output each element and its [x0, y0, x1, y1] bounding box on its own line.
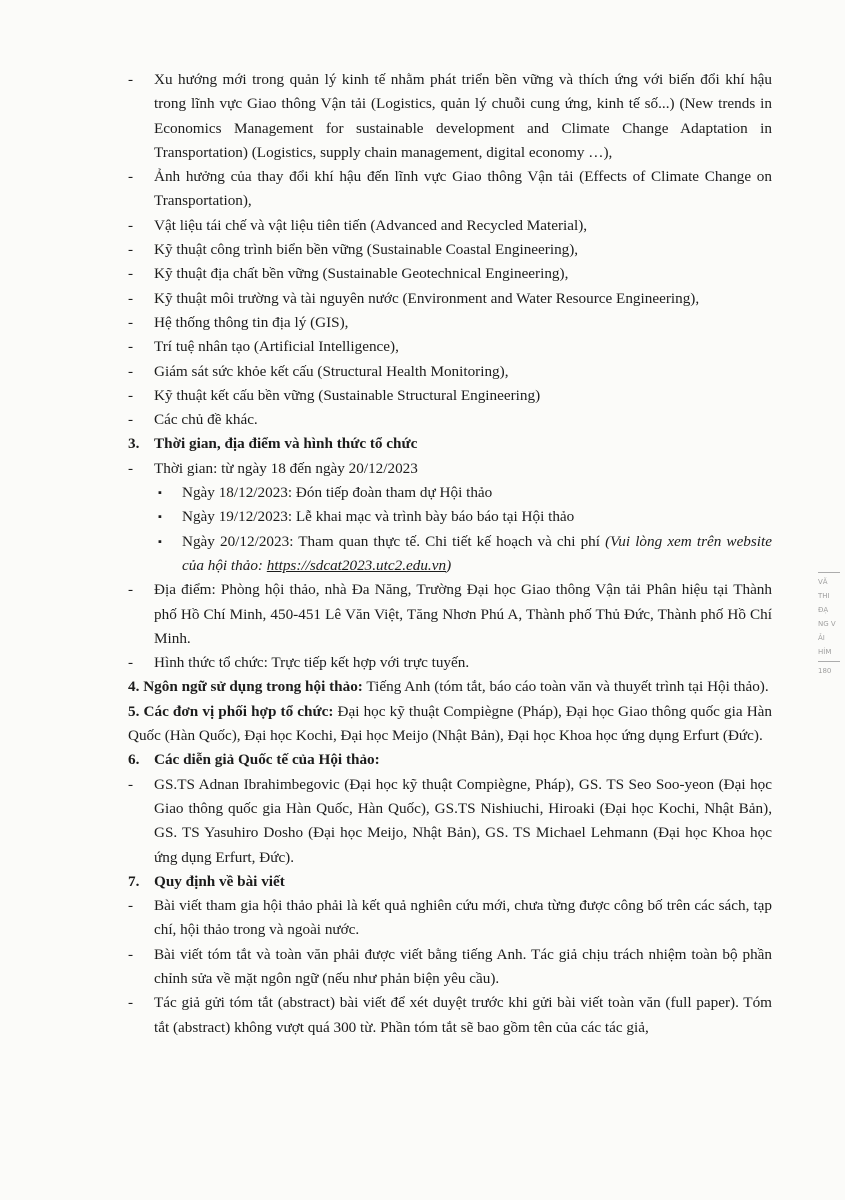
paper-rule: - Bài viết tham gia hội thảo phải là kết quả nghiên cứu mới, chưa từng được công bố trên các sách, tạp chí, hội thảo trong và ngoài nước. — [128, 894, 772, 943]
topic-item: - Giám sát sức khỏe kết cấu (Structural Health Monitoring), — [128, 360, 772, 384]
margin-stamp — [818, 570, 842, 706]
stamp-text: ẢI — [818, 634, 825, 642]
section-title: Các đơn vị phối hợp tổ chức: — [143, 702, 334, 720]
section-text: Tiếng Anh (tóm tắt, báo cáo toàn văn và thuyết trình tại Hội thảo). — [366, 678, 769, 696]
topic-economics: - Xu hướng mới trong quản lý kinh tế nhằm phát triển bền vững và thích ứng với biến đổi khí hậu trong lĩnh vực Giao thông Vận tải (Logistics, quản lý chuỗi cung ứng, kinh tế số...) (New trends in Economics Management for sustainable development and Climate Change Adaptation in Transportation) (Logistics, supply chain management, digital economy …), — [128, 68, 772, 165]
section-number: 4. — [128, 678, 140, 696]
topic-item: - Kỹ thuật địa chất bền vững (Sustainable Geotechnical Engineering), — [128, 262, 772, 286]
section-number: 7. — [128, 872, 140, 890]
section-text: Đại học kỹ thuật Compiègne (Pháp), Đại học Giao thông quốc gia Hàn Quốc (Hàn Quốc), Đại học Kochi, Đại học Meijo (Nhật Bản), Đại học Khoa học ứng dụng Erfurt (Đức). — [128, 702, 773, 745]
website-note-close: ) — [446, 556, 452, 574]
section-4 — [128, 675, 772, 699]
section-6-heading — [128, 748, 772, 772]
stamp-divider — [818, 572, 840, 573]
stamp-text: NG V — [818, 620, 836, 628]
section-number: 3. — [128, 435, 140, 453]
event-time: - Thời gian: từ ngày 18 đến ngày 20/12/2023 — [128, 457, 772, 481]
stamp-text: VĂ — [818, 578, 828, 586]
section-title: Quy định về bài viết — [154, 872, 285, 890]
section-title: Các diễn giả Quốc tế của Hội thảo: — [154, 751, 380, 769]
topic-item: - Các chủ đề khác. — [128, 408, 772, 432]
event-format: - Hình thức tổ chức: Trực tiếp kết hợp với trực tuyến. — [128, 651, 772, 675]
topic-item: - Vật liệu tái chế và vật liệu tiên tiến (Advanced and Recycled Material), — [128, 214, 772, 238]
section-number: 6. — [128, 751, 140, 769]
section-title: Thời gian, địa điểm và hình thức tổ chức — [154, 435, 418, 453]
schedule-day — [128, 530, 772, 579]
schedule-day: ▪ Ngày 19/12/2023: Lễ khai mạc và trình bày báo báo tại Hội thảo — [128, 505, 772, 529]
paper-rule: - Bài viết tóm tắt và toàn văn phải được viết bằng tiếng Anh. Tác giả chịu trách nhiệm toàn bộ phần chỉnh sửa về mặt ngôn ngữ (nếu như phản biện yêu cầu). — [128, 943, 772, 992]
stamp-text: ĐẠ — [818, 606, 829, 614]
schedule-day-text: Ngày 20/12/2023: Tham quan thực tế. Chi tiết kế hoạch và chi phí — [182, 532, 600, 550]
section-5 — [128, 700, 772, 749]
website-link[interactable]: https://sdcat2023.utc2.edu.vn — [266, 556, 447, 574]
stamp-text: THI — [818, 592, 830, 600]
schedule-list — [128, 481, 772, 578]
section-3-heading — [128, 432, 772, 456]
topic-item: - Kỹ thuật công trình biển bền vững (Sustainable Coastal Engineering), — [128, 238, 772, 262]
stamp-text: HÍM — [818, 648, 832, 656]
stamp-divider — [818, 661, 840, 662]
section-number: 5. — [128, 702, 140, 720]
speakers-list: - GS.TS Adnan Ibrahimbegovic (Đại học kỹ thuật Compiègne, Pháp), GS. TS Seo Soo-yeon (Đại học Giao thông quốc gia Hàn Quốc, Hàn Quốc), GS.TS Nishiuchi, Hiroaki (Đại học Kochi, Nhật Bản), GS. TS Yasuhiro Dosho (Đại học Meijo, Nhật Bản), GS. TS Michael Lehmann (Đại học Khoa học ứng dụng Erfurt, Đức). — [128, 773, 772, 870]
event-location: - Địa điểm: Phòng hội thảo, nhà Đa Năng, Trường Đại học Giao thông Vận tải Phân hiệu tại Thành phố Hồ Chí Minh, 450-451 Lê Văn Việt, Tăng Nhơn Phú A, Thành phố Thủ Đức, Thành phố Hồ Chí Minh. — [128, 578, 772, 651]
topic-climate: - Ảnh hưởng của thay đổi khí hậu đến lĩnh vực Giao thông Vận tải (Effects of Climate Change on Transportation), — [128, 165, 772, 214]
section-7-heading — [128, 870, 772, 894]
section-title: Ngôn ngữ sử dụng trong hội thảo: — [143, 678, 363, 696]
website-note: (Vui lòng xem trên website của hội thảo: — [182, 532, 772, 574]
topic-item: - Hệ thống thông tin địa lý (GIS), — [128, 311, 772, 335]
document-page — [128, 68, 772, 1040]
topic-item: - Trí tuệ nhân tạo (Artificial Intelligence), — [128, 335, 772, 359]
topic-item: - Kỹ thuật môi trường và tài nguyên nước (Environment and Water Resource Engineering), — [128, 287, 772, 311]
stamp-text: 180 — [818, 667, 832, 675]
paper-rule: - Tác giả gửi tóm tắt (abstract) bài viết để xét duyệt trước khi gửi bài viết toàn văn (full paper). Tóm tắt (abstract) không vượt quá 300 từ. Phần tóm tắt sẽ bao gồm tên của các tác giả, — [128, 991, 772, 1040]
topic-item: - Kỹ thuật kết cấu bền vững (Sustainable Structural Engineering) — [128, 384, 772, 408]
schedule-day: ▪ Ngày 18/12/2023: Đón tiếp đoàn tham dự Hội thảo — [128, 481, 772, 505]
